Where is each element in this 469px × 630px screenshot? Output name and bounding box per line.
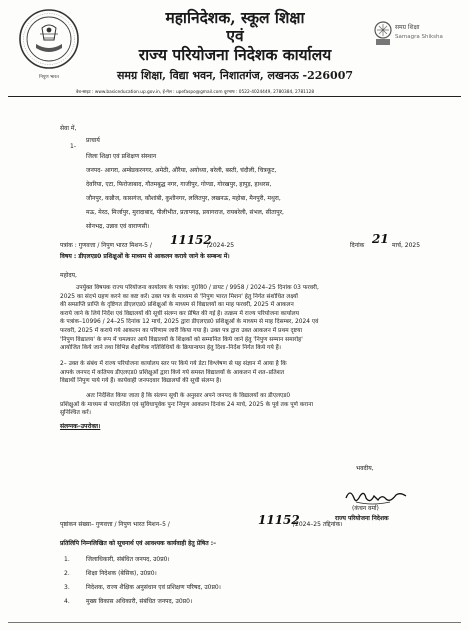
date-day: 21	[372, 232, 389, 246]
header-divider	[8, 96, 461, 97]
copy-item-number: 4.	[64, 598, 70, 605]
up-government-seal-icon	[18, 8, 80, 70]
date-month-year: मार्च, 2025	[392, 242, 421, 249]
copy-reference-tail: /2024–25 तद्दिनांक।	[293, 521, 343, 528]
paragraph-3-line: प्रशिक्षुओं के माध्यम से पारदर्शिता एवं सुविधापूर्वक पुनः निपुण आकलन दिनांक 24 मार्च, 2025 के पूर्व तक पूर्ण कराना	[60, 401, 313, 408]
right-logo-subtitle: Samagra Shiksha	[395, 34, 443, 40]
footer-divider	[8, 622, 461, 623]
samagra-shiksha-logo-icon	[371, 14, 463, 56]
seal-caption: निपुण भारत	[39, 75, 59, 80]
contact-line: वेब-साइट : www.basiceducation.up.gov.in, ई-मेल : upefaspo@gmail.com दूरभाष : 0522-4024449, 2780384, 2781128	[76, 90, 315, 95]
subject-line: विषय : डीएलएड0 प्रशिक्षुओं के माध्यम से आकलन कराये जाने के सम्बन्ध में।	[60, 253, 230, 260]
reference-label: पत्रांक : गुणवत्ता / निपुण भारत मिशन-5 /	[60, 242, 152, 249]
signer-title: राज्य परियोजना निदेशक	[335, 515, 389, 522]
paragraph-1-line: उपर्युक्त विषयक राज्य परियोजना कार्यालय के पत्रांक: गु0वि0 / डायट / 9958 / 2024–25 दिनांक 03 फरवरी,	[76, 285, 319, 291]
enclosure-note: संलग्नक–उपरोक्त।	[60, 423, 101, 430]
paragraph-2	[60, 360, 435, 386]
copy-reference-label: पृष्ठांकन संख्या– गुणवत्ता / निपुण भारत मिशन–5 /	[60, 521, 170, 528]
right-logo-title: समग्र शिक्षा	[395, 24, 420, 31]
paragraph-3	[60, 392, 435, 418]
paragraph-1-line: कराये जाने के लिये निर्देश एवं विद्यालयों की सूची संलग्न कर प्रेषित की गई है। तत्क्रम में राज्य परियोजना कार्यालय	[60, 310, 300, 317]
copy-item-text: जिलाधिकारी, संबंधित जनपद, उ0प्र0।	[86, 556, 170, 563]
paragraph-1-line: की सम्प्राप्ति प्राप्ति के दृष्टिगत डीएलएड0 प्रशिक्षुओं के माध्यम से विद्यालयों का माह फरवरी, 2025 में आकलन	[60, 302, 294, 309]
copy-item-text: निदेशक, राज्य शैक्षिक अनुसंधान एवं प्रशिक्षण परिषद, उ0प्र0।	[86, 584, 221, 591]
letterhead-line-1: महानिदेशक, स्कूल शिक्षा	[165, 8, 305, 27]
recipient-line-6: सोनभद्र, उन्नाव एवं वाराणसी।	[86, 223, 150, 230]
reference-year: /2024-25	[207, 242, 235, 249]
recipient-line-3: देवरिया, एटा, फिरोजाबाद, गौतमबुद्ध नगर, गाजीपुर, गोण्डा, गोरखपुर, हापुड़, हाथरस,	[86, 181, 272, 188]
copy-item-number: 2.	[64, 570, 70, 577]
paragraph-3-line: अतः निर्देशित किया जाता है कि संलग्न सूची के अनुसार अपने जनपद के विद्यालयों का डीएलएड0	[86, 393, 291, 399]
letterhead-line-2: एवं	[226, 26, 244, 45]
greeting: महोदय,	[60, 272, 77, 279]
copy-item-number: 1.	[64, 556, 70, 563]
letterhead-address: समग्र शिक्षा, विद्या भवन, निशातगंज, लखनऊ -226007	[116, 69, 354, 82]
copy-item-text: शिक्षा निदेशक (बेसिक), उ0प्र0।	[86, 570, 157, 577]
paragraph-3-line: सुनिश्चित करें।	[60, 410, 91, 417]
paragraph-1-line: 2025 का संदर्भ ग्रहण करने का कष्ट करें। उक्त पत्र के माध्यम से 'निपुण भारत मिशन' हेतु निर्गत संशोधित लक्ष्यों	[60, 293, 298, 300]
salutation: सेवा में,	[60, 125, 77, 132]
letterhead	[95, 8, 375, 83]
paragraph-1-line: आयोजित किये जाने तथा विभिन्न शैक्षणिक गतिविधियों के क्रियान्वयन हेतु दिशा–निर्देश निर्गत किये गये हैं।	[60, 345, 281, 352]
recipient-line-2: जनपद- आगरा, अम्बेडकरनगर, अमेठी, औरैया, अयोध्या, बरेली, बस्ती, चंदौली, चित्रकूट,	[86, 167, 277, 174]
recipient-number: 1-	[70, 143, 76, 150]
paragraph-1-line: फरवरी, 2025 में कराये गये आकलन का परिणाम जारी किया गया है। उक्त पत्र द्वारा उक्त आकलन में प्रथम दृष्टया	[60, 327, 303, 334]
paragraph-1-line: 'निपुण विद्यालय' के रूप में चमत्कार आये विद्यालयों के शिक्षकों को सम्मानित किये जाने हेतु 'निपुण सम्मान समारोह'	[60, 336, 303, 343]
signer-name: (कंचन वर्मा)	[352, 505, 379, 512]
paragraph-2-line: आपके जनपद में कतिपय डीएलएड0 प्रशिक्षुओं द्वारा किये गये समस्त विद्यालयों के आकलन में शत–प्रतिशत	[60, 369, 285, 376]
paragraph-2-line: विद्यार्थी निपुण पाये गये हैं। कार्यवाही जनपदवार विद्यालयों की सूची संलग्न है।	[60, 378, 222, 385]
recipient-line-5: मऊ, मेरठ, मिर्जापुर, मुरादाबाद, पीलीभीत, प्रतापगढ़, प्रयागराज, रायबरेली, संभल, सीतापुर,	[86, 209, 284, 216]
recipient-title: प्राचार्य	[86, 137, 100, 144]
date-label: दिनांक	[350, 242, 365, 249]
paragraph-1	[60, 284, 435, 353]
copy-reference-number: 11152	[258, 513, 300, 527]
closing: भवदीय,	[356, 465, 374, 472]
letterhead-line-3: राज्य परियोजना निदेशक कार्यालय	[138, 45, 332, 64]
copy-intro: प्रतिलिपि निम्नलिखित को सूचनार्थ एवं आवश्यक कार्यवाही हेतु प्रेषित :–	[60, 540, 217, 547]
paragraph-1-line: के पत्रांक–10996 / 24–25 दिनांक 12 मार्च, 2025 द्वारा डीएलएड0 प्रशिक्षुओं के माध्यम से माह दिसम्बर, 2024 एवं	[60, 319, 319, 326]
copy-item-number: 3.	[64, 584, 70, 591]
copy-item-text: मुख्य विकास अधिकारी, संबंधित जनपद, उ0प्र0।	[86, 598, 193, 605]
recipient-line-4: जौनपुर, कन्नौज, कासगंज, कौशांबी, कुशीनगर, ललितपुर, लखनऊ, महोबा, मैनपुरी, मथुरा,	[86, 195, 281, 202]
recipient-line-1: जिला शिक्षा एवं प्रशिक्षण संस्थान	[86, 153, 157, 160]
reference-number: 11152	[170, 233, 212, 247]
paragraph-2-line: 2– उक्त के संबंध में राज्य परियोजना कार्यालय स्तर पर किये गये डेटा विश्लेषण से यह संज्ञान में आया है कि	[60, 361, 287, 367]
